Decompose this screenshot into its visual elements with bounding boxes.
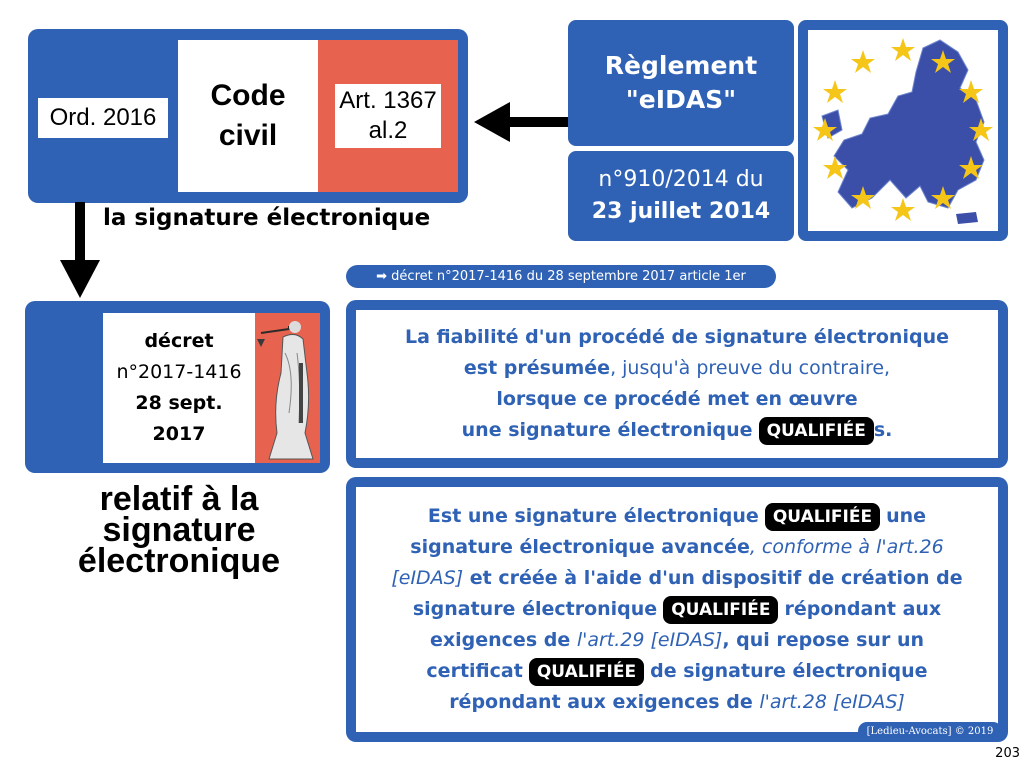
eidas-ref-panel: [568, 151, 794, 241]
arrow-left-icon: [470, 100, 570, 144]
def-line4b: répondant aux: [784, 598, 942, 620]
relatif-caption: [30, 479, 328, 580]
qualifiee-badge: QUALIFIÉE: [529, 658, 644, 686]
def-line3a: [eIDAS]: [391, 567, 464, 589]
definition-text: [356, 487, 998, 732]
qualifiee-badge: QUALIFIÉE: [759, 417, 874, 445]
decret-banner-text: ➡ décret n°2017-1416 du 28 septembre 2017 article 1er: [376, 269, 746, 284]
presumption-line4b: s.: [873, 419, 893, 441]
code-civil-caption-text: la signature électronique: [103, 205, 431, 231]
arrow-down-icon: [58, 202, 102, 302]
def-line7a: répondant aux exigences de: [449, 691, 760, 713]
decret-line3: 28 sept.: [135, 392, 223, 414]
eidas-title-line2: "eIDAS": [625, 85, 737, 114]
eu-map-icon: [808, 30, 998, 231]
def-line6b: de signature électronique: [650, 660, 928, 682]
code-civil-line2: civil: [218, 119, 278, 152]
eidas-title-line1: Règlement: [604, 51, 758, 80]
presumption-line2b: , jusqu'à preuve du contraire,: [610, 357, 891, 379]
presumption-line3: lorsque ce procédé met en œuvre: [496, 388, 858, 410]
decret-line2: n°2017-1416: [116, 361, 242, 383]
eidas-ref-line2: 23 juillet 2014: [591, 199, 771, 224]
copyright-badge: [858, 722, 1002, 740]
def-line2b: , conforme à l'art.26: [749, 536, 944, 558]
def-line1a: Est une signature électronique: [427, 505, 759, 527]
code-civil-line1: Code: [210, 79, 286, 112]
def-line5c: , qui repose sur un: [722, 629, 924, 651]
def-line5b: l'art.29 [eIDAS]: [576, 629, 723, 651]
justice-statue-image: [255, 313, 320, 463]
def-line2a: signature électronique avancée: [410, 536, 750, 558]
justice-statue-icon: [255, 313, 320, 463]
def-line5a: exigences de: [430, 629, 577, 651]
article-line1: Art. 1367: [339, 87, 437, 114]
presumption-line2a: est présumée: [463, 357, 611, 379]
presumption-text: [356, 310, 998, 458]
ord-2016-label: [38, 98, 168, 138]
ord-2016-text: Ord. 2016: [49, 104, 157, 131]
code-civil-title: [178, 40, 318, 192]
def-line4a: signature électronique: [412, 598, 658, 620]
relatif-line1: relatif à la: [99, 479, 259, 518]
eidas-title-panel: [568, 20, 794, 146]
def-line1b: une: [886, 505, 927, 527]
qualifiee-badge: QUALIFIÉE: [663, 596, 778, 624]
decret-line1: décret: [144, 330, 214, 352]
copyright-text: [Ledieu-Avocats] © 2019: [866, 725, 994, 737]
article-line2: al.2: [368, 117, 408, 144]
def-line6a: certificat: [426, 660, 523, 682]
page-number: [984, 746, 1020, 764]
code-civil-caption: [103, 200, 483, 236]
presumption-line4a: une signature électronique: [461, 419, 753, 441]
def-line3b: et créée à l'aide d'un dispositif de création de: [463, 567, 963, 589]
eu-map-panel: [798, 20, 1008, 241]
relatif-line3: électronique: [77, 541, 281, 580]
decret-banner: [346, 265, 776, 288]
qualifiee-badge: QUALIFIÉE: [765, 503, 880, 531]
article-1367-panel: [318, 40, 458, 192]
relatif-line2: signature: [102, 510, 256, 549]
presumption-line1: La fiabilité d'un procédé de signature électronique: [405, 326, 949, 348]
decret-line4: 2017: [152, 423, 206, 445]
decret-text-panel: [103, 313, 255, 463]
def-line7b: l'art.28 [eIDAS]: [759, 691, 905, 713]
eidas-ref-line1: n°910/2014 du: [598, 167, 764, 192]
page-number-text: 203: [995, 746, 1020, 761]
